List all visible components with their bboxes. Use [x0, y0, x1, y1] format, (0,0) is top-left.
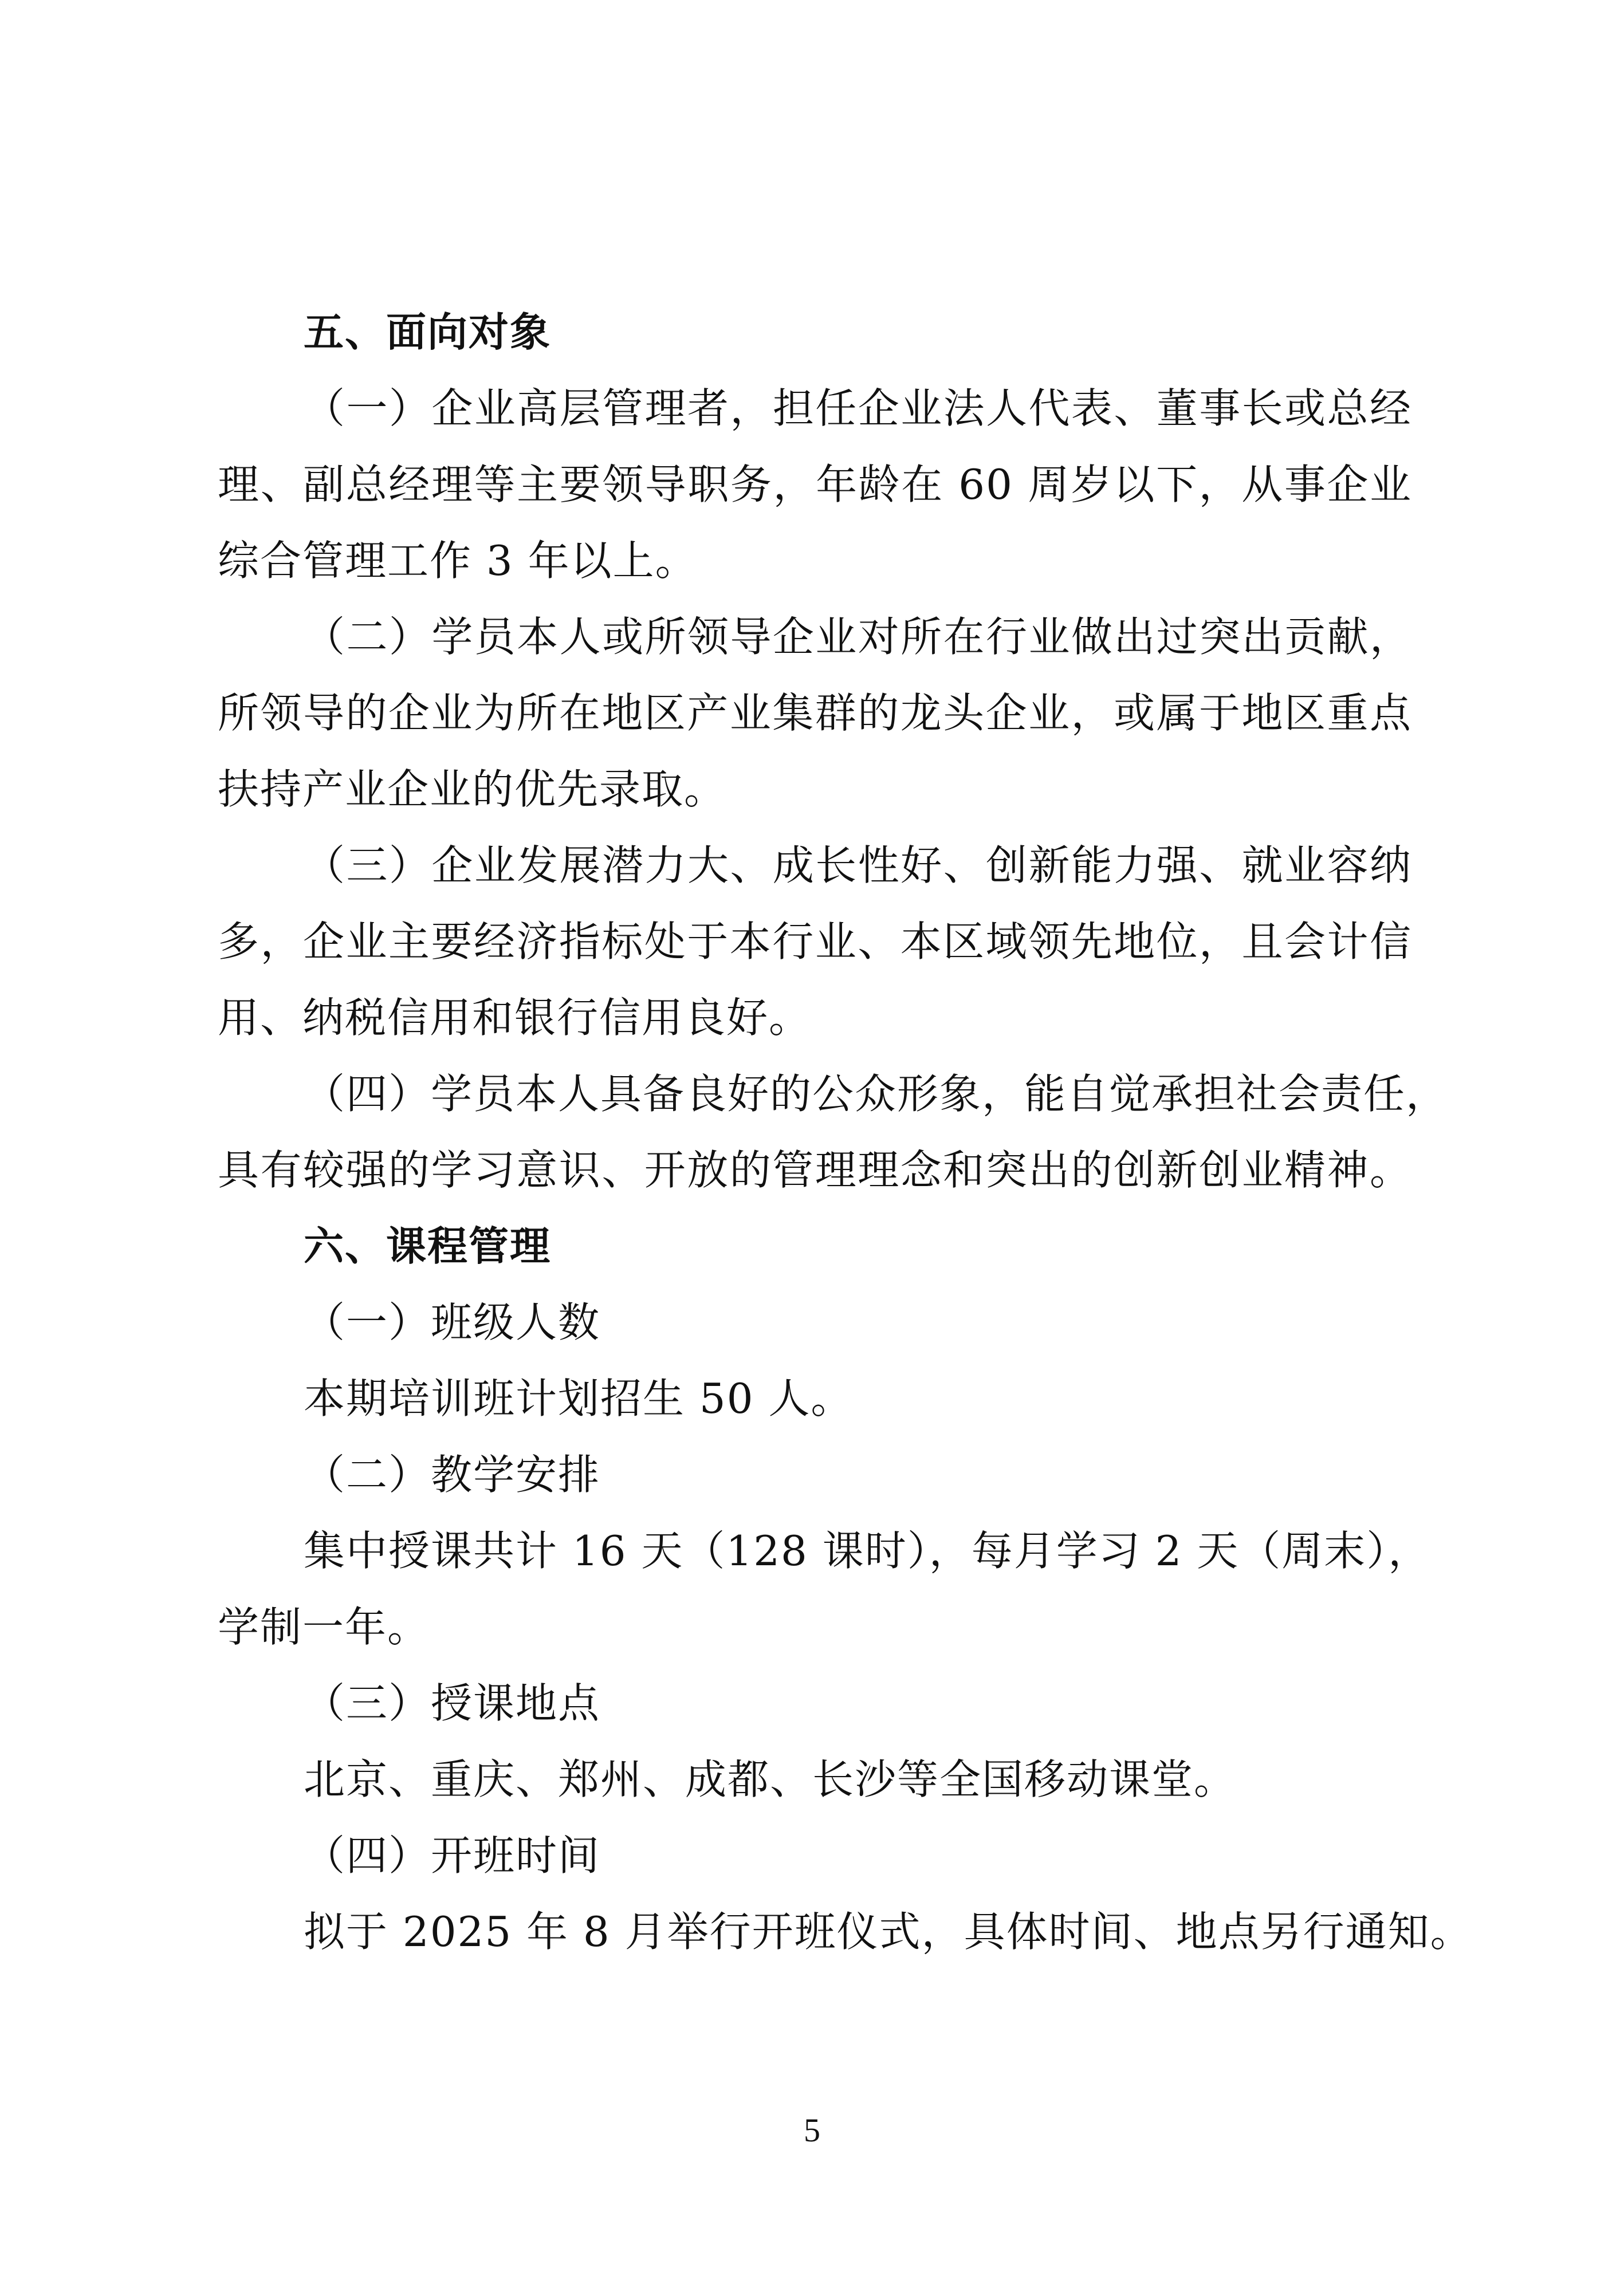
paragraph-line: 综合管理工作 3 年以上。: [218, 537, 698, 585]
subsection-title: （二）教学安排: [304, 1451, 601, 1499]
paragraph-line: 学制一年。: [218, 1603, 430, 1651]
paragraph-line: 本期培训班计划招生 50 人。: [304, 1375, 854, 1423]
paragraph-line: 北京、重庆、郑州、成都、长沙等全国移动课堂。: [304, 1755, 1237, 1803]
paragraph-line: 拟于 2025 年 8 月举行开班仪式，具体时间、地点另行通知。: [304, 1908, 1473, 1956]
paragraph-line: 理、副总经理等主要领导职务，年龄在 60 周岁以下，从事企业: [218, 460, 1412, 509]
subsection-title: （一）班级人数: [304, 1298, 601, 1346]
paragraph-line: 具有较强的学习意识、开放的管理理念和突出的创新创业精神。: [218, 1146, 1412, 1194]
section-heading-5: 五、面向对象: [304, 309, 551, 356]
paragraph-line: （二）学员本人或所领导企业对所在行业做出过突出贡献，: [304, 613, 1412, 661]
paragraph-line: （三）企业发展潜力大、成长性好、创新能力强、就业容纳: [304, 841, 1412, 889]
paragraph-line: 用、纳税信用和银行信用良好。: [218, 994, 812, 1042]
paragraph-line: 集中授课共计 16 天（128 课时），每月学习 2 天（周末），: [304, 1527, 1431, 1575]
subsection-title: （三）授课地点: [304, 1679, 601, 1727]
subsection-title: （四）开班时间: [304, 1832, 601, 1880]
section-heading-6: 六、课程管理: [304, 1223, 551, 1270]
page-number: 5: [804, 2112, 820, 2149]
paragraph-line: 扶持产业企业的优先录取。: [218, 765, 727, 813]
paragraph-line: 所领导的企业为所在地区产业集群的龙头企业，或属于地区重点: [218, 689, 1412, 737]
paragraph-line: 多，企业主要经济指标处于本行业、本区域领先地位，且会计信: [218, 917, 1412, 966]
paragraph-line: （一）企业高层管理者，担任企业法人代表、董事长或总经: [304, 384, 1412, 432]
paragraph-line: （四）学员本人具备良好的公众形象，能自觉承担社会责任，: [304, 1070, 1449, 1118]
